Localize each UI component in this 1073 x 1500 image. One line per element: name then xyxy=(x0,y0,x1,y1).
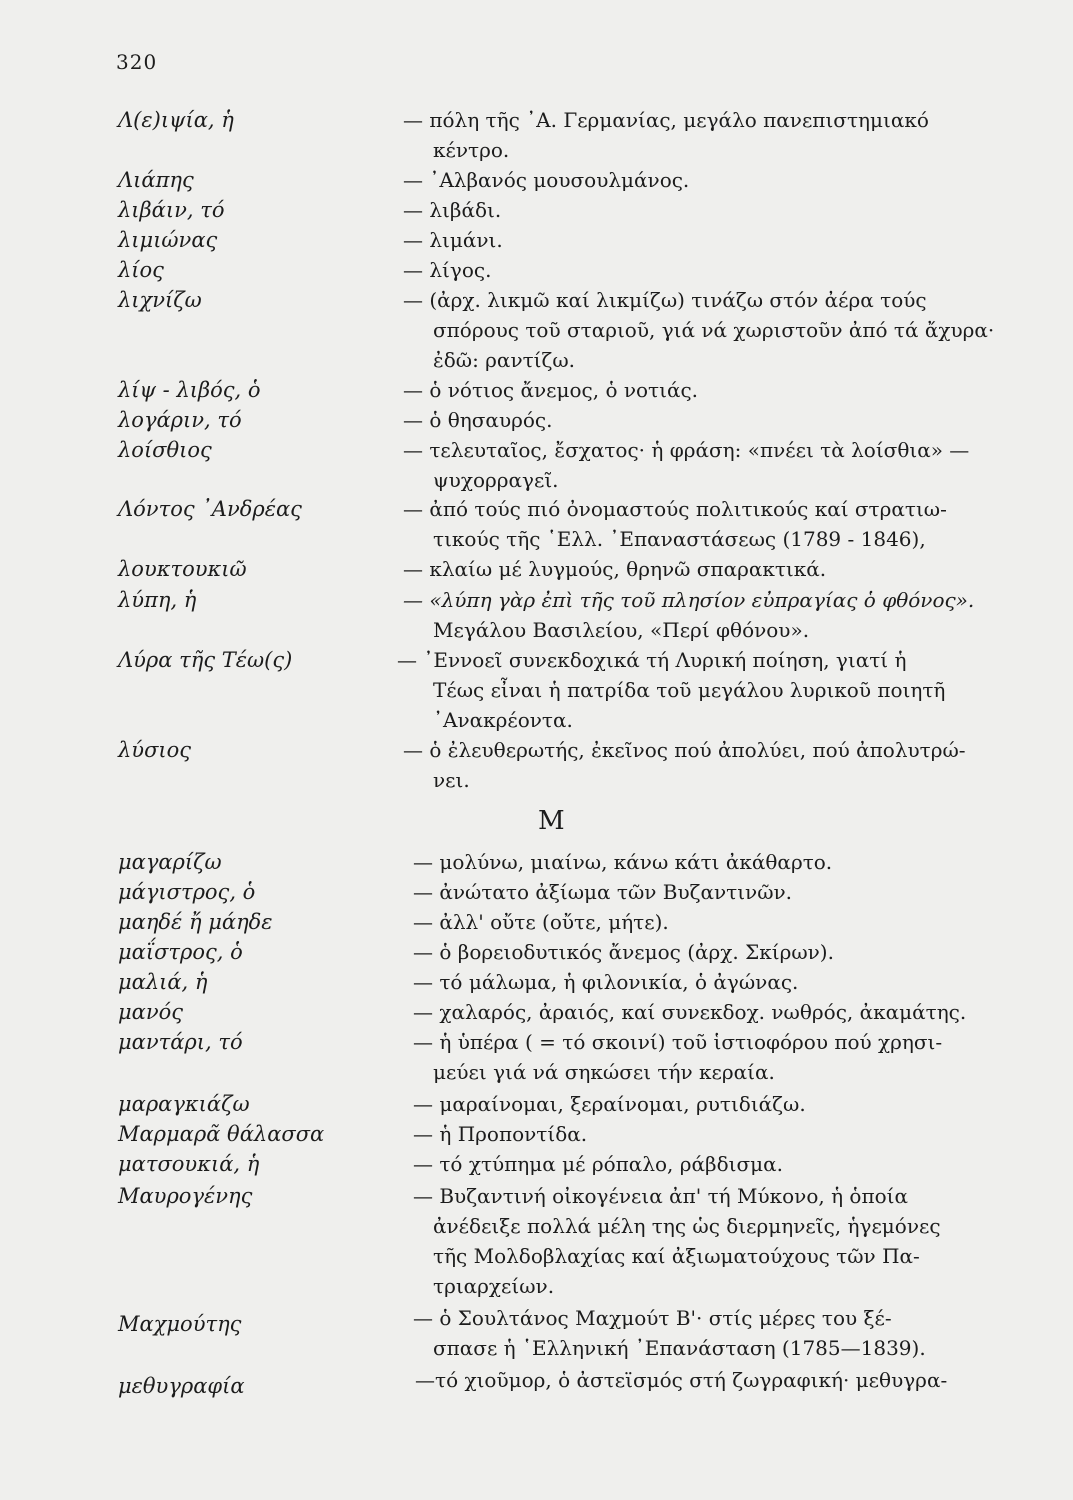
entry-term: λίος xyxy=(118,258,164,282)
definition-line: Μεγάλου Βασιλείου, «Περί φθόνου». xyxy=(433,618,810,642)
entry-term: μάγιστρος, ὁ xyxy=(118,880,256,904)
definition-line: τῆς Μολδοβλαχίας καί ἀξιωματούχους τῶν Πα- xyxy=(433,1244,920,1268)
definition-line: — τελευταῖος, ἔσχατος· ἡ φράση: «πνέει τὰ λοίσθια» — xyxy=(403,438,970,462)
definition-line: ᾿Ανακρέοντα. xyxy=(433,708,573,732)
entry-term: μεθυγραφία xyxy=(118,1374,245,1398)
definition-line: — ὁ βορειοδυτικός ἄνεμος (ἀρχ. Σκίρων). xyxy=(413,940,834,964)
entry-term: λίψ - λιβός, ὁ xyxy=(118,378,261,402)
entry-term: μαΐστρος, ὁ xyxy=(118,940,243,964)
definition-line: — λιμάνι. xyxy=(403,228,503,252)
entry-term: Μαυρογένης xyxy=(118,1184,253,1208)
definition-line: — ᾿Αλβανός μουσουλμάνος. xyxy=(403,168,690,192)
entry-term: μαλιά, ἡ xyxy=(118,970,208,994)
definition-line: — μολύνω, μιαίνω, κάνω κάτι ἀκάθαρτο. xyxy=(413,850,833,874)
definition-line: — χαλαρός, ἀραιός, καί συνεκδοχ. νωθρός, ἀκαμάτης. xyxy=(413,1000,967,1024)
entry-term: Μαρμαρᾶ θάλασσα xyxy=(118,1122,325,1146)
definition-line: — πόλη τῆς ᾿Α. Γερμανίας, μεγάλο πανεπιστημιακό xyxy=(403,108,929,132)
entry-term: λύπη, ἡ xyxy=(118,588,197,612)
entry-term: Λόντος ᾿Ανδρέας xyxy=(118,497,302,521)
entry-term: μαραγκιάζω xyxy=(118,1092,250,1116)
definition-line: νει. xyxy=(433,768,470,792)
definition-line: — ἀπό τούς πιό ὀνομαστούς πολιτικούς καί στρατιω- xyxy=(403,497,947,521)
definition-line: ἐδῶ: ραντίζω. xyxy=(433,348,576,372)
definition-line: — τό χτύπημα μέ ρόπαλο, ράβδισμα. xyxy=(413,1152,783,1176)
entry-term: λογάριν, τό xyxy=(118,408,242,432)
entry-term: Μαχμούτης xyxy=(118,1312,242,1336)
definition-line: — λίγος. xyxy=(403,258,492,282)
definition-line: — ᾿Εννοεῖ συνεκδοχικά τή Λυρική ποίηση, γιατί ἡ xyxy=(397,648,907,672)
definition-line: — Βυζαντινή οἰκογένεια ἀπ' τή Μύκονο, ἡ ὁποία xyxy=(413,1184,908,1208)
entry-term: Λύρα τῆς Τέω(ς) xyxy=(118,648,293,672)
definition-line: σπασε ἡ ῾Ελληνική ᾿Επανάσταση (1785—1839). xyxy=(433,1336,926,1360)
section-letter-heading: Μ xyxy=(538,806,565,836)
entry-term: λιχνίζω xyxy=(118,288,202,312)
entry-term: μαντάρι, τό xyxy=(118,1030,243,1054)
definition-line: τικούς τῆς ῾Ελλ. ᾿Επαναστάσεως (1789 - 1846), xyxy=(433,527,926,551)
entry-term: μαηδέ ἤ μάηδε xyxy=(118,910,273,934)
entry-term: λιμιώνας xyxy=(118,228,218,252)
entry-term: λοίσθιος xyxy=(118,438,212,462)
definition-line: σπόρους τοῦ σταριοῦ, γιά νά χωριστοῦν ἀπό τά ἄχυρα· xyxy=(433,318,995,342)
definition-line: — ἡ Προποντίδα. xyxy=(413,1122,588,1146)
definition-line: — μαραίνομαι, ξεραίνομαι, ρυτιδιάζω. xyxy=(413,1092,806,1116)
entry-term: λουκτουκιῶ xyxy=(118,557,247,581)
definition-line: — τό μάλωμα, ἡ φιλονικία, ὁ ἀγώνας. xyxy=(413,970,799,994)
entry-term: Λιάπης xyxy=(118,168,194,192)
entry-term: λιβάιν, τό xyxy=(118,198,225,222)
definition-line: — ὁ θησαυρός. xyxy=(403,408,553,432)
entry-term: ματσουκιά, ἡ xyxy=(118,1152,260,1176)
definition-line: — ἀλλ' οὔτε (οὔτε, μήτε). xyxy=(413,910,669,934)
definition-line: κέντρο. xyxy=(433,138,510,162)
definition-line: — ὁ ἐλευθερωτής, ἐκεῖνος πού ἀπολύει, πού ἀπολυτρώ- xyxy=(403,738,966,762)
definition-line: Τέως εἶναι ἡ πατρίδα τοῦ μεγάλου λυρικοῦ ποιητῆ xyxy=(433,678,946,702)
definition-line: ἀνέδειξε πολλά μέλη της ὡς διερμηνεῖς, ἡγεμόνες xyxy=(433,1214,941,1238)
definition-line: — (ἀρχ. λικμῶ καί λικμίζω) τινάζω στόν ἀέρα τούς xyxy=(403,288,927,312)
entry-term: λύσιος xyxy=(118,738,192,762)
definition-line: —τό χιοῦμορ, ὁ ἀστεϊσμός στή ζωγραφική· μεθυγρα- xyxy=(415,1368,948,1392)
definition-line: — κλαίω μέ λυγμούς, θρηνῶ σπαρακτικά. xyxy=(403,557,827,581)
definition-line: ψυχορραγεῖ. xyxy=(433,468,559,492)
definition-line: — ὁ νότιος ἄνεμος, ὁ νοτιάς. xyxy=(403,378,699,402)
entry-term: μαγαρίζω xyxy=(118,850,222,874)
definition-line: τριαρχείων. xyxy=(433,1274,555,1298)
definition-line: — «λύπη γὰρ ἐπὶ τῆς τοῦ πλησίον εὐπραγίας ὁ φθόνος». xyxy=(403,588,975,612)
definition-line: — ὁ Σουλτάνος Μαχμούτ Β'· στίς μέρες του ξέ- xyxy=(413,1306,892,1330)
definition-line: — ἀνώτατο ἀξίωμα τῶν Βυζαντινῶν. xyxy=(413,880,793,904)
definition-line: — ἡ ὑπέρα ( = τό σκοινί) τοῦ ἱστιοφόρου πού χρησι- xyxy=(413,1030,943,1054)
page-number: 320 xyxy=(116,50,158,74)
entry-term: Λ(ε)ιψία, ἡ xyxy=(118,108,234,132)
definition-line: μεύει γιά νά σηκώσει τήν κεραία. xyxy=(433,1060,775,1084)
definition-line: — λιβάδι. xyxy=(403,198,502,222)
entry-term: μανός xyxy=(118,1000,183,1024)
